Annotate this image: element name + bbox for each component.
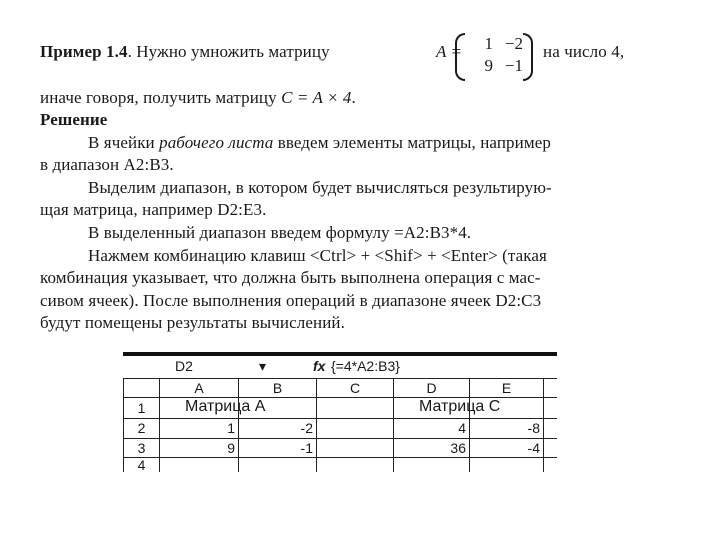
goal-text: иначе говоря, получить матрицу bbox=[40, 88, 277, 107]
solution-heading: Решение bbox=[40, 110, 108, 129]
name-box[interactable]: D2 bbox=[175, 358, 193, 374]
dropdown-icon[interactable]: ▾ bbox=[259, 358, 267, 374]
cell-b3[interactable]: -1 bbox=[300, 440, 313, 456]
matrix-cell-22: −1 bbox=[504, 56, 523, 75]
column-header-d[interactable]: D bbox=[426, 380, 437, 396]
row-header-4[interactable]: 4 bbox=[137, 458, 146, 472]
left-bracket bbox=[455, 33, 465, 81]
row-header-1[interactable]: 1 bbox=[137, 400, 146, 416]
grid-line bbox=[123, 457, 557, 458]
spreadsheet-figure bbox=[123, 352, 557, 472]
para2-line2: щая матрица, например D2:E3. bbox=[40, 200, 267, 219]
cell-a3[interactable]: 9 bbox=[227, 440, 235, 456]
example-label: Пример 1.4 bbox=[40, 42, 128, 61]
cell-a1-title[interactable]: Матрица А bbox=[185, 398, 266, 415]
row-header-2[interactable]: 2 bbox=[137, 420, 146, 436]
grid-line bbox=[543, 378, 544, 472]
para4-line2: комбинация указывает, что должна быть выполнена операция с мас- bbox=[40, 268, 541, 287]
example-title-line bbox=[40, 42, 330, 62]
para2-line1: Выделим диапазон, в котором будет вычисляться результирую- bbox=[88, 178, 552, 197]
goal-formula: C = A × 4 bbox=[281, 88, 352, 107]
matrix-cell-11: 1 bbox=[484, 34, 493, 53]
goal-line bbox=[40, 88, 356, 108]
multiplier-text: на число 4, bbox=[543, 42, 625, 61]
column-header-e[interactable]: E bbox=[501, 380, 512, 396]
goal-dot: . bbox=[351, 88, 356, 107]
matrix-cell-12: −2 bbox=[504, 34, 523, 53]
row-header-3[interactable]: 3 bbox=[137, 440, 146, 456]
matrix-a bbox=[455, 33, 533, 79]
para1-line2: в диапазон A2:B3. bbox=[40, 155, 174, 174]
para1-text-a: В ячейки bbox=[88, 133, 160, 152]
para4-line1: Нажмем комбинацию клавиш <Ctrl> + <Shif> + <Enter> (такая bbox=[88, 246, 547, 265]
para4-line4: будут помещены результаты вычислений. bbox=[40, 313, 345, 332]
grid-line bbox=[123, 418, 557, 419]
right-bracket bbox=[523, 33, 533, 81]
cell-d2[interactable]: 4 bbox=[458, 420, 466, 436]
formula-bar[interactable]: {=4*A2:B3} bbox=[331, 358, 400, 374]
cell-d3[interactable]: 36 bbox=[450, 440, 466, 456]
grid-line bbox=[123, 378, 557, 379]
cell-b2[interactable]: -2 bbox=[300, 420, 313, 436]
para1-text-b: введем элементы матрицы, например bbox=[273, 133, 551, 152]
para3-line: В выделенный диапазон введем формулу =A2:B3*4. bbox=[88, 223, 472, 242]
column-header-c[interactable]: C bbox=[349, 380, 361, 396]
cell-a2[interactable]: 1 bbox=[227, 420, 235, 436]
sheet-top-border bbox=[123, 352, 557, 356]
cell-e3[interactable]: -4 bbox=[527, 440, 540, 456]
cell-d1-title[interactable]: Матрица С bbox=[419, 398, 501, 415]
column-header-b[interactable]: B bbox=[272, 380, 283, 396]
function-icon[interactable]: fx bbox=[313, 358, 326, 374]
matrix-symbol: A = bbox=[436, 42, 463, 61]
para4-line3: сивом ячеек). После выполнения операций в диапазоне ячеек D2:C3 bbox=[40, 291, 542, 310]
example-text: . Нужно умножить матрицу bbox=[127, 42, 330, 61]
matrix-cell-21: 9 bbox=[484, 56, 493, 75]
column-header-a[interactable]: A bbox=[194, 380, 204, 396]
cell-e2[interactable]: -8 bbox=[527, 420, 540, 436]
para1-line1 bbox=[88, 133, 551, 153]
para1-term: рабочего листа bbox=[159, 133, 274, 152]
grid-line bbox=[123, 438, 557, 439]
